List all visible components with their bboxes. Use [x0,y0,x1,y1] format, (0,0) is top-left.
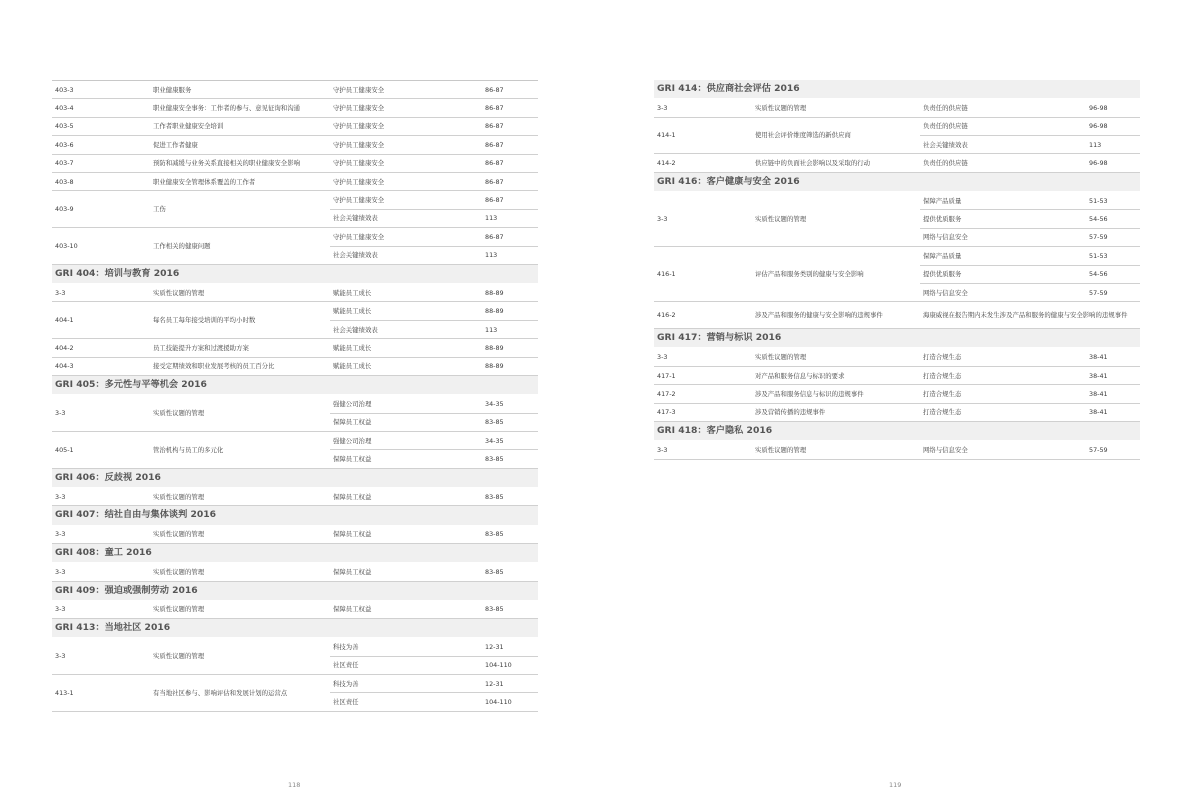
page-reference-cell: 96-98 [1086,154,1140,172]
disclosure-title-cell: 职业健康安全事务：工作者的参与、意见征询和沟通 [150,99,330,117]
table-row [52,487,538,505]
page-reference-cell: 83-85 [482,413,538,431]
page-number-left: 118 [288,781,301,789]
disclosure-code-cell: 417-3 [654,403,752,421]
section-title: GRI 407：结社自由与集体谈判 2016 [52,506,538,525]
page-reference-cell: 83-85 [482,450,538,468]
table-row [52,81,538,99]
disclosure-title-cell: 实质性议题的管理 [150,563,330,581]
disclosure-code-cell: 404-1 [52,302,150,339]
table-row [654,385,1140,403]
report-section-cell: 保障员工权益 [330,600,482,618]
table-row [654,99,1140,117]
section-header-row [654,172,1140,191]
table-row [654,247,1140,265]
disclosure-title-cell: 有当地社区参与、影响评估和发展计划的运营点 [150,675,330,712]
table-row [52,302,538,320]
right-page [654,80,1140,460]
page-reference-cell: 86-87 [482,99,538,117]
report-section-cell: 强健公司治理 [330,395,482,413]
table-row [52,117,538,135]
disclosure-code-cell: 416-1 [654,247,752,302]
disclosure-code-cell: 3-3 [52,600,150,618]
section-title: GRI 408：童工 2016 [52,543,538,562]
page-reference-cell: 51-53 [1086,247,1140,265]
report-section-cell: 守护员工健康安全 [330,117,482,135]
table-row [654,191,1140,209]
disclosure-title-cell: 对产品和服务信息与标识的要求 [752,366,920,384]
report-section-cell: 网络与信息安全 [920,228,1086,246]
page-reference-cell: 34-35 [482,395,538,413]
section-header-row [52,468,538,487]
disclosure-title-cell: 实质性议题的管理 [150,284,330,302]
report-section-cell: 负责任的供应链 [920,117,1086,135]
report-section-cell: 保障员工权益 [330,487,482,505]
table-row [52,284,538,302]
gri-index-table-body [654,80,1140,459]
page-reference-cell: 96-98 [1086,117,1140,135]
disclosure-code-cell: 3-3 [52,487,150,505]
report-section-cell: 416-2 [654,302,752,329]
section-header-row [52,619,538,638]
disclosure-code-cell: 403-8 [52,172,150,190]
disclosure-title-cell: 员工技能提升方案和过渡援助方案 [150,339,330,357]
table-row [52,136,538,154]
disclosure-title-cell: 实质性议题的管理 [150,525,330,543]
disclosure-code-cell: 403-3 [52,81,150,99]
report-section-cell: 保障员工权益 [330,563,482,581]
disclosure-code-cell: 403-5 [52,117,150,135]
disclosure-title-cell: 实质性议题的管理 [150,638,330,675]
section-title: GRI 418：客户隐私 2016 [654,422,1140,441]
report-section-cell: 守护员工健康安全 [330,99,482,117]
section-header-row [52,264,538,283]
disclosure-code-cell: 403-9 [52,191,150,228]
report-section-cell: 社会关键绩效表 [330,246,482,264]
disclosure-code-cell: 417-2 [654,385,752,403]
section-header-row [654,422,1140,441]
report-section-cell: 社会关键绩效表 [330,209,482,227]
page-reference-cell: 104-110 [482,693,538,711]
report-section-cell: 赋能员工成长 [330,302,482,320]
page-reference-cell: 54-56 [1086,265,1140,283]
report-section-cell: 社区责任 [330,656,482,674]
page-reference-cell: 86-87 [482,81,538,99]
section-header-row [52,581,538,600]
report-section-cell: 社会关键绩效表 [330,320,482,338]
disclosure-title-cell: 管治机构与员工的多元化 [150,432,330,469]
table-row [52,563,538,581]
table-row [654,154,1140,172]
page-reference-cell: 38-41 [1086,366,1140,384]
disclosure-title-cell: 实质性议题的管理 [150,487,330,505]
page-reference-cell: 88-89 [482,339,538,357]
section-header-row [654,80,1140,99]
disclosure-title-cell: 实质性议题的管理 [752,99,920,117]
table-row [52,154,538,172]
gri-index-table-right [654,80,1140,460]
page-reference-cell: 88-89 [482,284,538,302]
page-reference-cell: 104-110 [482,656,538,674]
disclosure-title-cell: 工作相关的健康问题 [150,228,330,265]
disclosure-title-cell: 评估产品和服务类别的健康与安全影响 [752,247,920,302]
table-row [52,99,538,117]
page-reference-cell: 54-56 [1086,210,1140,228]
report-section-cell: 社会关键绩效表 [920,135,1086,153]
table-row [52,638,538,656]
disclosure-code-cell: 413-1 [52,675,150,712]
disclosure-code-cell: 417-1 [654,366,752,384]
page-reference-cell: 86-87 [482,136,538,154]
report-section-cell: 保障员工权益 [330,525,482,543]
disclosure-code-cell: 3-3 [654,99,752,117]
page-reference-cell: 86-87 [482,154,538,172]
page-reference-cell: 51-53 [1086,191,1140,209]
disclosure-code-cell: 3-3 [52,638,150,675]
page-reference-cell: 57-59 [1086,228,1140,246]
section-title: GRI 406：反歧视 2016 [52,468,538,487]
section-header-row [52,543,538,562]
disclosure-title-cell: 使用社会评价维度筛选的新供应商 [752,117,920,154]
disclosure-title-cell: 实质性议题的管理 [150,395,330,432]
section-title: GRI 414：供应商社会评估 2016 [654,80,1140,99]
table-row [52,675,538,693]
report-section-cell: 打造合规生态 [920,348,1086,366]
table-row [654,348,1140,366]
table-row [654,366,1140,384]
disclosure-code-cell: 403-4 [52,99,150,117]
report-section-cell: 打造合规生态 [920,403,1086,421]
report-section-cell: 保障员工权益 [330,413,482,431]
page-reference-cell: 12-31 [482,675,538,693]
page-reference-cell: 83-85 [482,600,538,618]
table-row [52,357,538,375]
page-reference-cell: 38-41 [1086,385,1140,403]
page-reference-cell: 113 [482,209,538,227]
page-reference-cell: 38-41 [1086,403,1140,421]
report-section-cell: 社区责任 [330,693,482,711]
report-section-cell: 负责任的供应链 [920,99,1086,117]
disclosure-code-cell: 403-10 [52,228,150,265]
disclosure-code-cell: 3-3 [52,563,150,581]
disclosure-code-cell: 405-1 [52,432,150,469]
report-section-cell: 保障产品质量 [920,191,1086,209]
disclosure-title-cell: 实质性议题的管理 [752,441,920,459]
report-section-cell: 守护员工健康安全 [330,191,482,209]
section-title: GRI 413：当地社区 2016 [52,619,538,638]
report-section-cell: 守护员工健康安全 [330,228,482,246]
table-row [52,172,538,190]
page-reference-cell: 113 [482,320,538,338]
disclosure-code-cell: 404-3 [52,357,150,375]
page-reference-cell: 86-87 [482,191,538,209]
report-section-cell: 负责任的供应链 [920,154,1086,172]
page-reference-cell: 83-85 [482,487,538,505]
disclosure-title-cell: 涉及营销传播的违规事件 [752,403,920,421]
page-reference-cell: 113 [1086,135,1140,153]
disclosure-title-cell: 职业健康服务 [150,81,330,99]
disclosure-title-cell: 接受定期绩效和职业发展考核的员工百分比 [150,357,330,375]
section-header-row [52,506,538,525]
report-section-cell: 网络与信息安全 [920,283,1086,301]
disclosure-code-cell: 414-1 [654,117,752,154]
disclosure-code-cell: 3-3 [52,525,150,543]
table-row [52,339,538,357]
report-section-cell: 赋能员工成长 [330,284,482,302]
disclosure-code-cell: 403-7 [52,154,150,172]
section-title: GRI 409：强迫或强制劳动 2016 [52,581,538,600]
page-reference-cell: 38-41 [1086,348,1140,366]
page-reference-cell: 86-87 [482,117,538,135]
section-title: GRI 405：多元性与平等机会 2016 [52,376,538,395]
disclosure-code-cell: 3-3 [654,348,752,366]
gri-index-table-left [52,80,538,712]
table-row [52,600,538,618]
page-reference-cell: 涉及产品和服务的健康与安全影响的违规事件 [752,302,920,329]
disclosure-title-cell: 促进工作者健康 [150,136,330,154]
section-title: GRI 404：培训与教育 2016 [52,264,538,283]
report-section-cell: 赋能员工成长 [330,357,482,375]
disclosure-title-cell: 工伤 [150,191,330,228]
gri-index-table-body [52,81,538,712]
page-reference-cell: 57-59 [1086,441,1140,459]
page-reference-cell: 34-35 [482,432,538,450]
section-title: GRI 417：营销与标识 2016 [654,329,1140,348]
disclosure-title-cell: 涉及产品和服务信息与标识的违规事件 [752,385,920,403]
section-header-row [52,376,538,395]
page-reference-cell: 88-89 [482,357,538,375]
page-reference-cell: 83-85 [482,525,538,543]
disclosure-code-cell: 404-2 [52,339,150,357]
report-section-cell: 守护员工健康安全 [330,81,482,99]
report-section-cell: 提供优质服务 [920,210,1086,228]
report-section-cell: 强健公司治理 [330,432,482,450]
left-page [52,80,538,712]
report-section-cell: 保障员工权益 [330,450,482,468]
table-row [52,525,538,543]
disclosure-code-cell: 3-3 [654,191,752,246]
table-row [52,432,538,450]
disclosure-code-cell: 3-3 [654,441,752,459]
report-section-cell: 海康威视在报告期内未发生涉及产品和服务的健康与安全影响的违规事件 [920,302,1140,329]
disclosure-code-cell: 403-6 [52,136,150,154]
disclosure-title-cell: 职业健康安全管理体系覆盖的工作者 [150,172,330,190]
disclosure-code-cell: 3-3 [52,395,150,432]
report-section-cell: 打造合规生态 [920,385,1086,403]
disclosure-title-cell: 预防和减缓与业务关系直接相关的职业健康安全影响 [150,154,330,172]
table-row [52,191,538,209]
section-header-row [654,329,1140,348]
report-section-cell: 网络与信息安全 [920,441,1086,459]
page-reference-cell: 86-87 [482,228,538,246]
page-reference-cell: 86-87 [482,172,538,190]
table-row [654,302,1140,329]
disclosure-title-cell: 供应链中的负面社会影响以及采取的行动 [752,154,920,172]
disclosure-title-cell: 实质性议题的管理 [752,191,920,246]
report-section-cell: 保障产品质量 [920,247,1086,265]
page-reference-cell: 96-98 [1086,99,1140,117]
disclosure-title-cell: 实质性议题的管理 [150,600,330,618]
report-section-cell: 科技为善 [330,675,482,693]
report-section-cell: 赋能员工成长 [330,339,482,357]
report-section-cell: 科技为善 [330,638,482,656]
page-reference-cell: 57-59 [1086,283,1140,301]
disclosure-title-cell: 每名员工每年接受培训的平均小时数 [150,302,330,339]
page-reference-cell: 113 [482,246,538,264]
report-section-cell: 提供优质服务 [920,265,1086,283]
page-reference-cell: 12-31 [482,638,538,656]
disclosure-code-cell: 3-3 [52,284,150,302]
page-number-right: 119 [889,781,902,789]
disclosure-title-cell: 实质性议题的管理 [752,348,920,366]
table-row [654,117,1140,135]
table-row [654,441,1140,459]
table-row [654,403,1140,421]
table-row [52,395,538,413]
report-section-cell: 打造合规生态 [920,366,1086,384]
page-reference-cell: 88-89 [482,302,538,320]
report-section-cell: 守护员工健康安全 [330,172,482,190]
table-row [52,228,538,246]
report-section-cell: 守护员工健康安全 [330,136,482,154]
page-reference-cell: 83-85 [482,563,538,581]
report-section-cell: 守护员工健康安全 [330,154,482,172]
disclosure-code-cell: 414-2 [654,154,752,172]
disclosure-title-cell: 工作者职业健康安全培训 [150,117,330,135]
section-title: GRI 416：客户健康与安全 2016 [654,172,1140,191]
